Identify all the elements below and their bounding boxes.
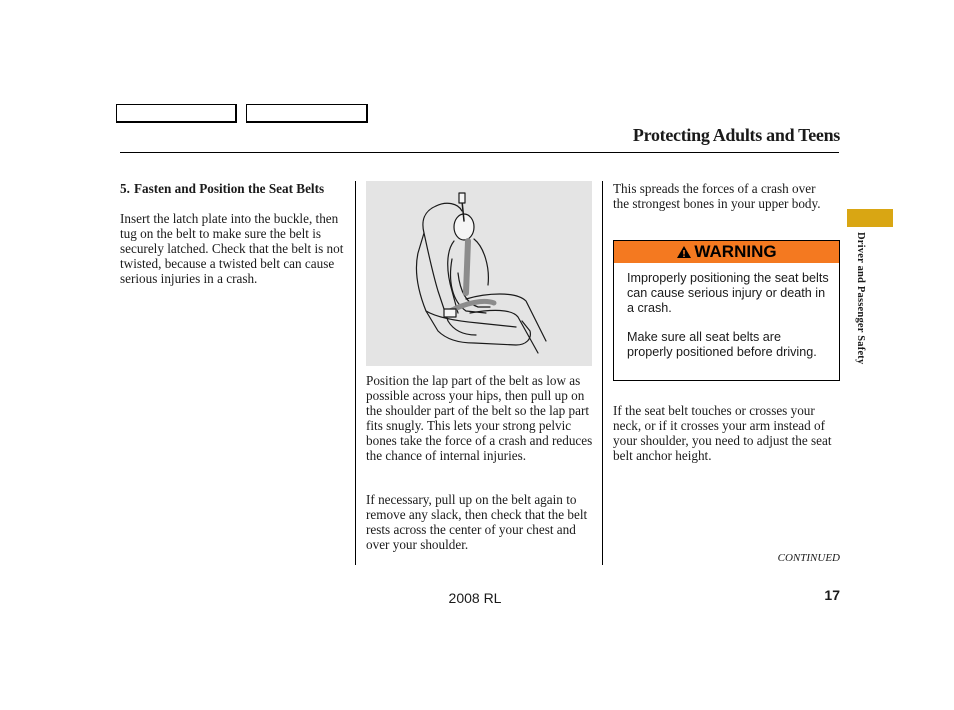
seatbelt-illustration (366, 181, 592, 366)
section-heading-text: Fasten and Position the Seat Belts (134, 181, 325, 196)
column3-paragraph2: If the seat belt touches or crosses your neck, or if it crosses your arm instead of your shoulder, you need to adjust the seat belt anchor height. (613, 403, 832, 463)
column-divider-2 (602, 181, 603, 565)
warning-text-2: Make sure all seat belts are properly positioned before driving. (627, 330, 817, 359)
nav-box-left[interactable] (116, 104, 237, 123)
warning-text-1: Improperly positioning the seat belts can cause serious injury or death in a crash. (627, 271, 829, 315)
column2-paragraph1: Position the lap part of the belt as low as possible across your hips, then pull up on the shoulder part of the belt so the lap part fits snugly. This lets your strong pelvic bones take the force of a crash and reduces the chance of internal injuries. (366, 373, 593, 463)
warning-header (614, 241, 839, 263)
footer-model: 2008 RL (448, 590, 502, 606)
page-title: Protecting Adults and Teens (632, 125, 840, 145)
header-rule (120, 152, 839, 153)
warning-box (613, 240, 840, 381)
section-heading (120, 181, 345, 196)
section-tab-label: Driver and Passenger Safety (855, 232, 866, 365)
column1-paragraph: Insert the latch plate into the buckle, then tug on the belt to make sure the belt is securely latched. Check that the belt is not twisted, because a twisted belt can cause serious injuries in a crash. (120, 211, 344, 286)
warning-label: WARNING (694, 242, 777, 261)
seated-person-seatbelt-illustration (366, 181, 592, 366)
page-number: 17 (824, 587, 840, 603)
section-heading-number: 5. (120, 181, 130, 196)
column3-paragraph1: This spreads the forces of a crash over the strongest bones in your upper body. (613, 181, 821, 211)
nav-box-right[interactable] (246, 104, 368, 123)
column-divider-1 (355, 181, 356, 565)
section-tab[interactable] (847, 209, 893, 227)
column2-paragraph2: If necessary, pull up on the belt again to remove any slack, then check that the belt rests across the center of your chest and over your shoulder. (366, 492, 588, 552)
warning-triangle-icon (676, 245, 692, 259)
continued-label: CONTINUED (777, 552, 840, 564)
